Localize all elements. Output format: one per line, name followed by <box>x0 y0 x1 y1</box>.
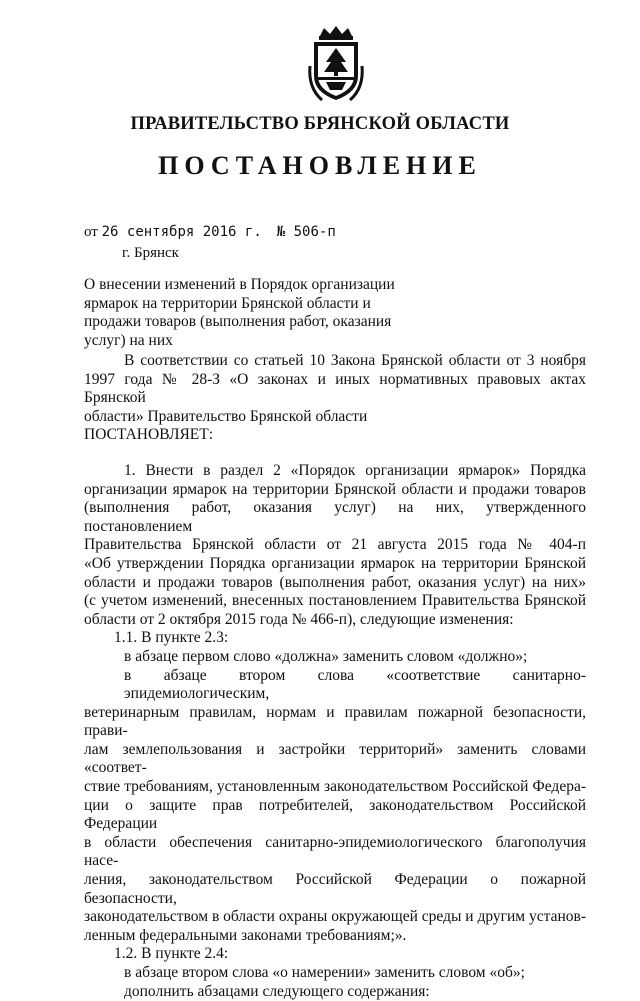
item1-line: организации ярмарок на территории Брянской области и продажи товаров <box>84 480 586 498</box>
document-type-title: ПОСТАНОВЛЕНИЕ <box>158 151 482 180</box>
item1-1-line: ветеринарным правилам, нормам и правилам пожарной безопасности, прави- <box>84 703 586 740</box>
item1-line: области и продажи товаров (выполнения работ, оказания услуг) на них» <box>84 573 586 591</box>
item1-1-line: ции о защите прав потребителей, законодательством Российской Федерации <box>84 796 586 833</box>
document-place: г. Брянск <box>122 245 179 261</box>
item1-line: «Об утверждении Порядка организации ярмарок на территории Брянской <box>84 554 586 572</box>
preamble-line: 1997 года № 28-З «О законах и иных нормативных правовых актах Брянской <box>84 370 586 407</box>
item1-line: Правительства Брянской области от 21 августа 2015 года № 404-п <box>84 536 586 554</box>
item1-1-line: законодательством в области охраны окружающей среды и другим установ- <box>84 908 586 926</box>
subject-line: О внесении изменений в Порядок организации <box>84 276 395 293</box>
item1-1-line: ствие требованиям, установленным законодательством Российской Федера- <box>84 778 586 796</box>
item1-1-line: лам землепользования и застройки территорий» заменить словами «соответ- <box>84 740 586 777</box>
item1-1-paragraph: в абзаце первом слово «должна» заменить словом «должно»; <box>124 647 528 665</box>
item1-1-line: в области обеспечения санитарно-эпидемиологического благополучия насе- <box>84 833 586 870</box>
coat-of-arms-emblem <box>302 26 370 104</box>
item1-1-line: в абзаце втором слова «соответствие санитарно-эпидемиологическим, <box>124 666 586 703</box>
subject-line: ярмарок на территории Брянской области и <box>84 294 371 312</box>
item1-1-line: ления, законодательством Российской Федерации о пожарной безопасности, <box>84 871 586 907</box>
preamble-line: области» Правительство Брянской области <box>84 407 368 425</box>
document-subject <box>84 276 394 350</box>
document-date: 26 сентября 2016 г. <box>101 224 262 240</box>
organization-title: ПРАВИТЕЛЬСТВО БРЯНСКОЙ ОБЛАСТИ <box>130 114 510 134</box>
item1-line: (выполнения работ, оказания услуг) на них, утвержденного постановлением <box>84 499 586 535</box>
document-body <box>84 352 586 1001</box>
item1-1-line: ленным федеральными законами требованиям;». <box>84 926 407 944</box>
item1-1-title: 1.1. В пункте 2.3: <box>114 629 229 647</box>
item1-line: (с учетом изменений, внесенных постановлением Правительства Брянской <box>84 592 586 610</box>
date-number-line <box>84 224 336 241</box>
item1-2-paragraph: в абзаце втором слова «о намерении» заменить словом «об»; <box>124 964 525 981</box>
item1-line: области от 2 октября 2015 года № 466-п), следующие изменения: <box>84 610 514 628</box>
date-prefix: от <box>84 224 98 240</box>
resolves-word: ПОСТАНОВЛЯЕТ: <box>84 426 214 444</box>
preamble-line: В соответствии со статьей 10 Закона Брянской области от 3 ноября <box>124 352 586 369</box>
item1-line: 1. Внести в раздел 2 «Порядок организации ярмарок» Порядка <box>124 461 586 479</box>
document-number: № 506-п <box>276 224 336 240</box>
item1-2-paragraph: дополнить абзацами следующего содержания: <box>124 982 430 1000</box>
subject-line: услуг) на них <box>84 331 173 349</box>
item1-2-title: 1.2. В пункте 2.4: <box>114 945 229 963</box>
subject-line: продажи товаров (выполнения работ, оказания <box>84 313 392 330</box>
